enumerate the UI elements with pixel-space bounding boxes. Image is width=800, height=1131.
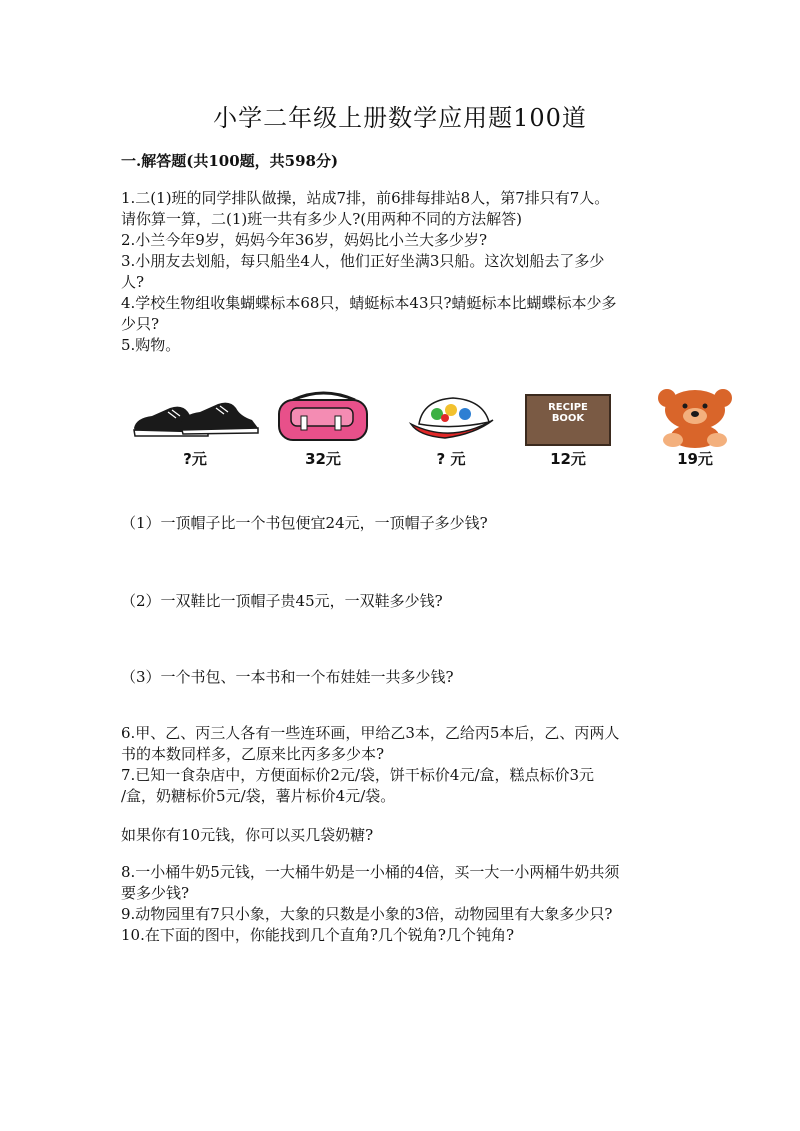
question-5-sub-1: （1）一顶帽子比一个书包便宜24元，一顶帽子多少钱? bbox=[121, 514, 488, 532]
question-5-line-1: 5.购物。 bbox=[121, 336, 181, 354]
shopping-illustration bbox=[125, 388, 765, 468]
question-8-line-2: 要多少钱? bbox=[121, 884, 190, 902]
cap-icon bbox=[405, 394, 497, 444]
question-3-line-1: 3.小朋友去划船，每只船坐4人，他们正好坐满3只船。这次划船去了多少 bbox=[121, 252, 605, 270]
question-4-line-2: 少只? bbox=[121, 315, 160, 333]
question-10-line-1: 10.在下面的图中，你能找到几个直角?几个锐角?几个钝角? bbox=[121, 926, 514, 944]
page-title: 小学二年级上册数学应用题100道 bbox=[213, 104, 587, 132]
question-9-line-1: 9.动物园里有7只小象，大象的只数是小象的3倍，动物园里有大象多少只? bbox=[121, 905, 613, 923]
question-2-line-1: 2.小兰今年9岁，妈妈今年36岁，妈妈比小兰大多少岁? bbox=[121, 231, 487, 249]
question-6-line-1: 6.甲、乙、丙三人各有一些连环画，甲给乙3本，乙给丙5本后，乙、丙两人 bbox=[121, 724, 620, 742]
question-7-question: 如果你有10元钱，你可以买几袋奶糖? bbox=[121, 826, 374, 844]
question-1-line-2: 请你算一算，二(1)班一共有多少人?(用两种不同的方法解答) bbox=[121, 210, 522, 228]
book-cover-text-2: BOOK bbox=[551, 413, 585, 424]
question-3-line-2: 人? bbox=[121, 273, 145, 291]
question-5-sub-2: （2）一双鞋比一顶帽子贵45元，一双鞋多少钱? bbox=[121, 592, 443, 610]
teddy-bear-icon bbox=[643, 388, 747, 448]
question-8-line-1: 8.一小桶牛奶5元钱，一大桶牛奶是一小桶的4倍，买一大一小两桶牛奶共须 bbox=[121, 863, 620, 881]
recipe-book-icon bbox=[525, 394, 611, 446]
question-1-line-1: 1.二(1)班的同学排队做操，站成7排，前6排每排站8人，第7排只有7人。 bbox=[121, 189, 610, 207]
question-5-sub-3: （3）一个书包、一本书和一个布娃娃一共多少钱? bbox=[121, 668, 454, 686]
price-sneakers: ?元 bbox=[183, 450, 207, 468]
school-bag-icon bbox=[273, 390, 373, 444]
price-cap: ? 元 bbox=[436, 450, 466, 468]
section-heading: 一.解答题(共100题，共598分) bbox=[121, 152, 339, 170]
question-7-line-1: 7.已知一食杂店中，方便面标价2元/袋，饼干标价4元/盒，糕点标价3元 bbox=[121, 766, 595, 784]
price-school-bag: 32元 bbox=[305, 450, 341, 468]
question-7-line-2: /盒，奶糖标价5元/袋，薯片标价4元/袋。 bbox=[121, 787, 396, 805]
question-6-line-2: 书的本数同样多，乙原来比丙多多少本? bbox=[121, 745, 385, 763]
price-book: 12元 bbox=[550, 450, 586, 468]
question-4-line-1: 4.学校生物组收集蝴蝶标本68只，蜻蜓标本43只?蜻蜓标本比蝴蝶标本少多 bbox=[121, 294, 617, 312]
book-cover-text-1: RECIPE bbox=[548, 402, 588, 413]
sneakers-icon bbox=[130, 398, 262, 440]
price-teddy-bear: 19元 bbox=[677, 450, 713, 468]
